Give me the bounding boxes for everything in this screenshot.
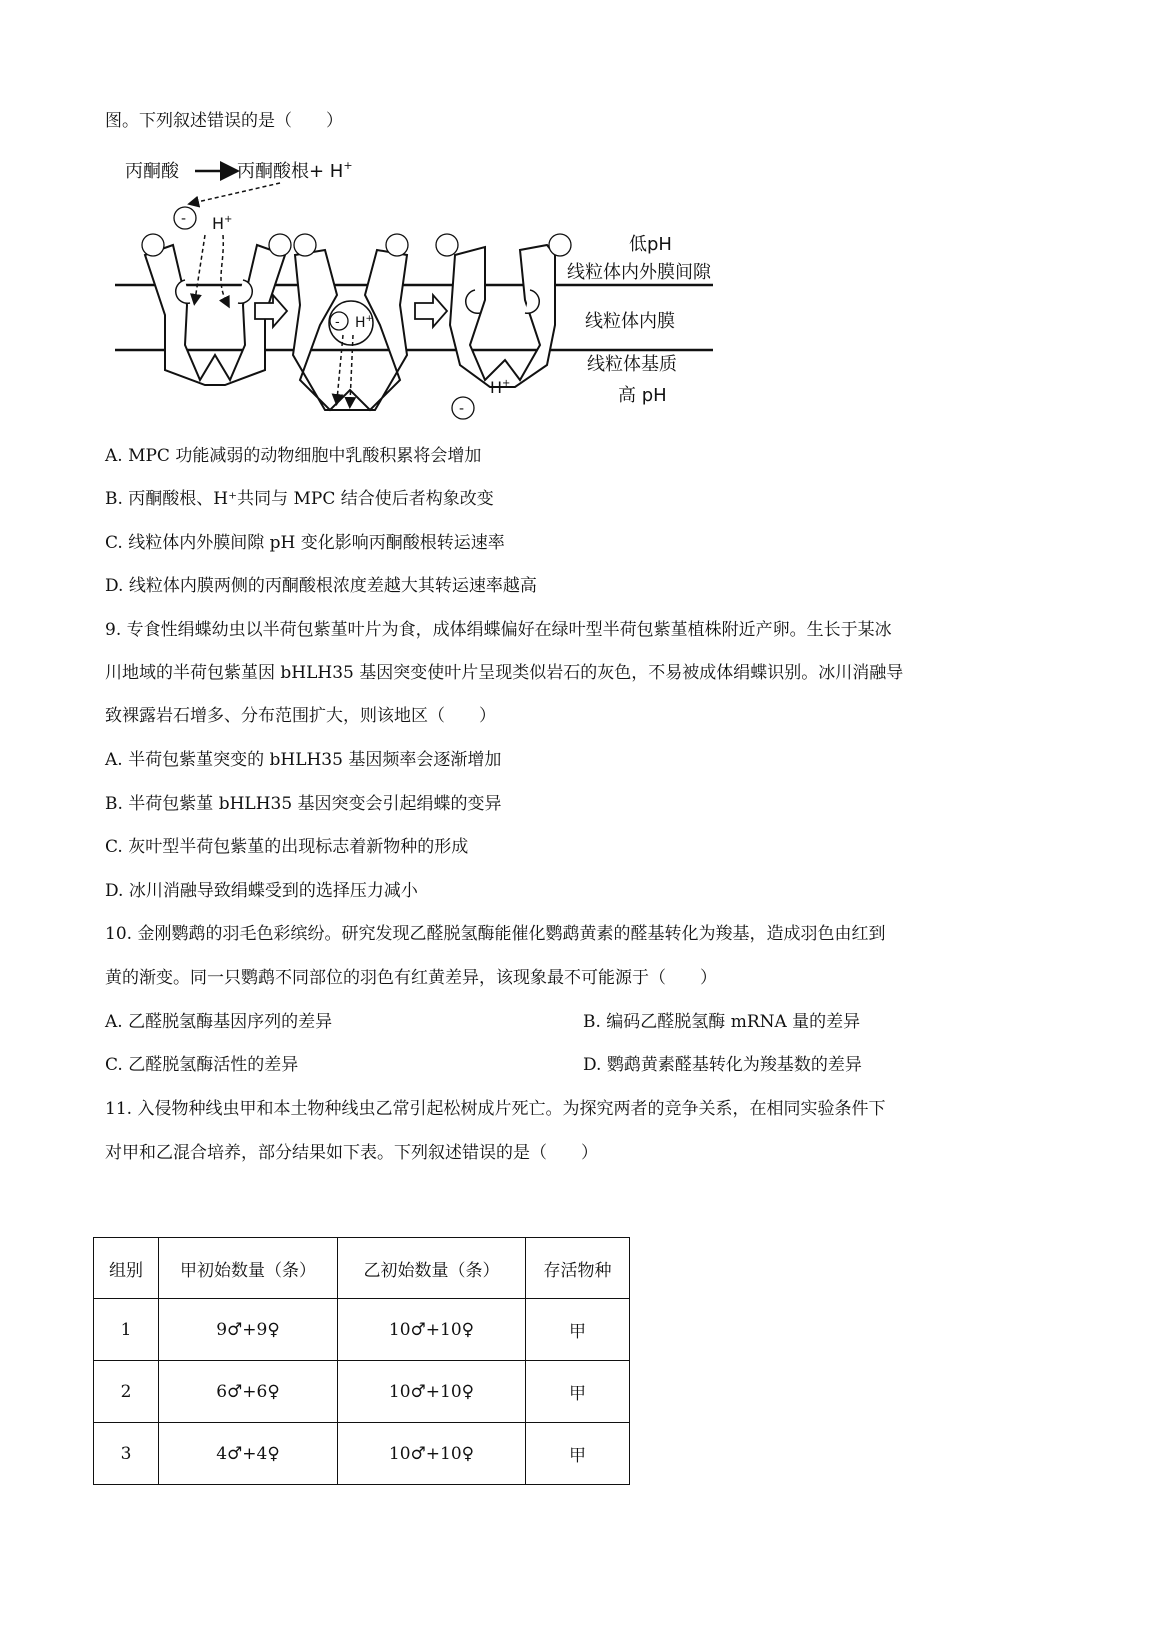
label-inner-membrane: 线粒体内膜 (585, 311, 675, 332)
q11-results-table (93, 1237, 630, 1485)
svg-text:-: - (459, 401, 465, 417)
transition-arrow-2 (415, 295, 447, 327)
cell-species-b: 10♂+10♀ (338, 1361, 526, 1423)
cell-survivor: 甲 (526, 1299, 630, 1361)
q11-stem-line-2: 对甲和乙混合培养，部分结果如下表。下列叙述错误的是（ ） (105, 1143, 598, 1163)
carrier-state-open-inside (436, 234, 571, 387)
table-header-row (94, 1238, 630, 1299)
q9-stem-line-1: 9. 专食性绢蝶幼虫以半荷包紫堇叶片为食，成体绢蝶偏好在绿叶型半荷包紫堇植株附近产卵。生长于某冰 (105, 620, 892, 640)
reaction-products: 丙酮酸根+ H+ (237, 159, 353, 182)
svg-text:-: - (335, 315, 340, 330)
cell-survivor: 甲 (526, 1361, 630, 1423)
cell-species-a: 6♂+6♀ (159, 1361, 338, 1423)
q10-stem-line-1: 10. 金刚鹦鹉的羽毛色彩缤纷。研究发现乙醛脱氢酶能催化鹦鹉黄素的醛基转化为羧基，造成羽色由红到 (105, 924, 886, 944)
table-row (94, 1423, 630, 1485)
q8-option-c: C. 线粒体内外膜间隙 pH 变化影响丙酮酸根转运速率 (105, 533, 505, 553)
header-group: 组别 (94, 1238, 159, 1299)
q10-option-b: B. 编码乙醛脱氢酶 mRNA 量的差异 (583, 1012, 861, 1032)
q9-option-d: D. 冰川消融导致绢蝶受到的选择压力减小 (105, 881, 418, 901)
cell-species-a: 4♂+4♀ (159, 1423, 338, 1485)
svg-text:-: - (181, 211, 187, 227)
cell-group: 3 (94, 1423, 159, 1485)
cell-species-b: 10♂+10♀ (338, 1299, 526, 1361)
table-row (94, 1361, 630, 1423)
q10-option-a: A. 乙醛脱氢酶基因序列的差异 (105, 1012, 333, 1032)
q9-option-b: B. 半荷包紫堇 bHLH35 基因突变会引起绢蝶的变异 (105, 794, 502, 814)
proton-label-top: H+ (212, 214, 233, 233)
label-high-ph: 高 pH (618, 385, 667, 406)
q10-option-c: C. 乙醛脱氢酶活性的差异 (105, 1055, 299, 1075)
proton-label-bottom: H+ (490, 378, 511, 397)
label-intermembrane-space: 线粒体内外膜间隙 (567, 262, 711, 283)
q9-option-a: A. 半荷包紫堇突变的 bHLH35 基因频率会逐渐增加 (105, 750, 502, 770)
q11-stem-line-1: 11. 入侵物种线虫甲和本土物种线虫乙常引起松树成片死亡。为探究两者的竞争关系，在相同实验条件下 (105, 1099, 886, 1119)
header-species-a-count: 甲初始数量（条） (159, 1238, 338, 1299)
dashed-arrow-to-membrane (193, 183, 280, 203)
carrier-state-occluded (293, 234, 408, 410)
cell-group: 1 (94, 1299, 159, 1361)
q9-stem-line-3: 致裸露岩石增多、分布范围扩大，则该地区（ ） (105, 706, 496, 726)
q10-stem-line-2: 黄的渐变。同一只鹦鹉不同部位的羽色有红黄差异，该现象最不可能源于（ ） (105, 968, 717, 988)
q9-stem-line-2: 川地域的半荷包紫堇因 bHLH35 基因突变使叶片呈现类似岩石的灰色，不易被成体绢蝶识别。冰川消融导 (105, 663, 904, 683)
mpc-transport-diagram (115, 155, 765, 440)
q8-stem-tail: 图。下列叙述错误的是（ ） (105, 111, 343, 131)
cell-species-a: 9♂+9♀ (159, 1299, 338, 1361)
cell-group: 2 (94, 1361, 159, 1423)
header-species-b-count: 乙初始数量（条） (338, 1238, 526, 1299)
header-survivor: 存活物种 (526, 1238, 630, 1299)
cell-survivor: 甲 (526, 1423, 630, 1485)
svg-text:H+: H+ (355, 314, 374, 331)
q8-option-a: A. MPC 功能减弱的动物细胞中乳酸积累将会增加 (105, 446, 482, 466)
q8-option-d: D. 线粒体内膜两侧的丙酮酸根浓度差越大其转运速率越高 (105, 576, 537, 596)
q8-option-b: B. 丙酮酸根、H⁺共同与 MPC 结合使后者构象改变 (105, 489, 494, 509)
q10-option-d: D. 鹦鹉黄素醛基转化为羧基数的差异 (583, 1055, 862, 1075)
label-matrix: 线粒体基质 (587, 354, 677, 375)
reaction-reactant: 丙酮酸 (125, 161, 179, 182)
table-row (94, 1299, 630, 1361)
q9-option-c: C. 灰叶型半荷包紫堇的出现标志着新物种的形成 (105, 837, 469, 857)
label-low-ph: 低pH (629, 234, 672, 255)
cell-species-b: 10♂+10♀ (338, 1423, 526, 1485)
